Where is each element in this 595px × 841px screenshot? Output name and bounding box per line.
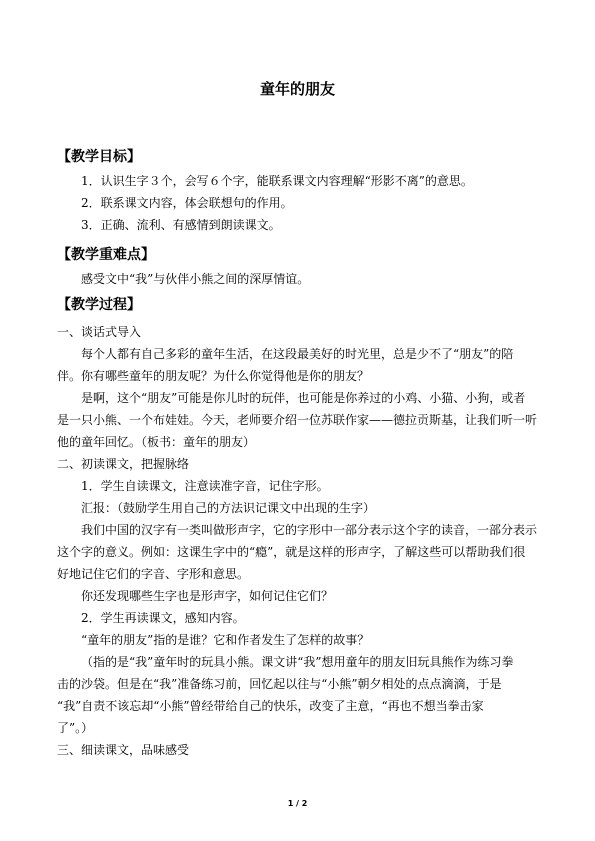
paragraph-line: 我们中国的汉字有一类叫做形声字，它的字形中一部分表示这个字的读音，一部分表示 <box>81 523 538 537</box>
process-subheading: 三、细读课文，品味感受 <box>57 743 190 757</box>
goal-item: 2．联系课文内容，体会联想句的作用。 <box>81 196 293 210</box>
paragraph-line: “童年的朋友”指的是谁？它和作者发生了怎样的故事？ <box>81 633 370 647</box>
paragraph-line: 是啊，这个“朋友”可能是你儿时的玩伴，也可能是你养过的小鸡、小猫、小狗，或者 <box>81 391 526 405</box>
paragraph-line: 好地记住它们的字音、字形和意思。 <box>57 567 250 581</box>
paragraph-line: “我”自责不该忘却“小熊”曾经带给自己的快乐，改变了主意，“再也不想当拳击家 <box>57 699 484 713</box>
process-subheading: 二、初读课文，把握脉络 <box>57 457 190 471</box>
paragraph-line: 伴。你有哪些童年的朋友呢？为什么你觉得他是你的朋友？ <box>57 369 370 383</box>
paragraph-line: 击的沙袋。但是在“我”准备练习前，回忆起以往与“小熊”朝夕相处的点点滴滴，于是 <box>57 677 502 691</box>
difficulty-text: 感受文中“我”与伙伴小熊之间的深厚情谊。 <box>81 272 310 286</box>
page-title: 童年的朋友 <box>259 80 335 98</box>
goal-item: 3．正确、流利、有感情到朗读课文。 <box>81 218 281 232</box>
section-heading-process: 【教学过程】 <box>57 297 141 313</box>
section-heading-goals: 【教学目标】 <box>57 149 141 165</box>
paragraph-line: 你还发现哪些生字也是形声字，如何记住它们？ <box>81 589 334 603</box>
paragraph-line: 了”。） <box>57 721 94 735</box>
paragraph-line: （指的是“我”童年时的玩具小熊。课文讲“我”想用童年的朋友旧玩具熊作为练习拳 <box>81 655 514 669</box>
page-number: 1 / 2 <box>287 799 308 808</box>
paragraph-line: 他的童年回忆。（板书：童年的朋友） <box>57 435 256 449</box>
paragraph-line: 每个人都有自己多彩的童年生活，在这段最美好的时光里，总是少不了“朋友”的陪 <box>81 347 514 361</box>
paragraph-line: 是一只小熊、一个布娃娃。今天，老师要介绍一位苏联作家——德拉贡斯基，让我们听一听 <box>57 413 538 427</box>
process-subheading: 一、谈话式导入 <box>57 325 142 339</box>
paragraph-line: 汇报：（鼓励学生用自己的方法识记课文中出现的生字） <box>81 501 376 515</box>
paragraph-line: 1．学生自读课文，注意读准字音，记住字形。 <box>81 479 329 493</box>
goal-item: 1．认识生字３个，会写６个字，能联系课文内容理解“形影不离”的意思。 <box>81 174 473 188</box>
paragraph-line: 这个字的意义。例如：这课生字中的“瘾”，就是这样的形声字，了解这些可以帮助我们很 <box>57 545 526 559</box>
paragraph-line: 2．学生再读课文，感知内容。 <box>81 611 245 625</box>
section-heading-difficulty: 【教学重难点】 <box>57 247 155 263</box>
